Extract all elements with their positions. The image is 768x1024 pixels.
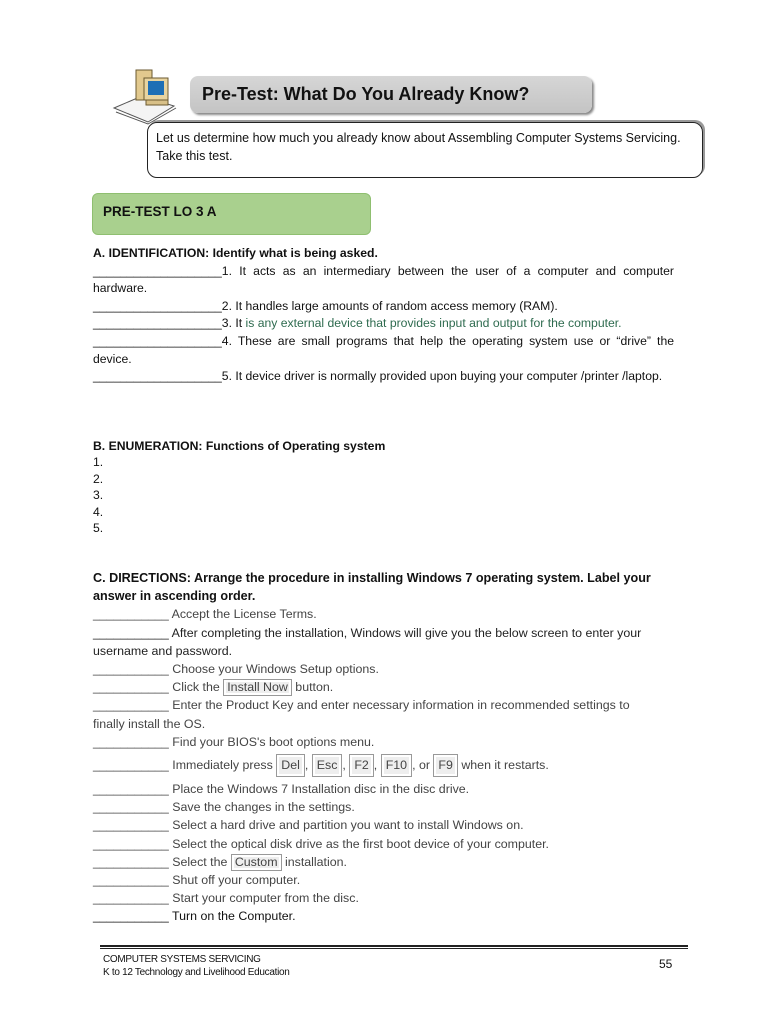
text: 2. [221, 298, 232, 313]
text: Turn on the Computer. [172, 909, 296, 924]
step-item [93, 605, 653, 623]
text: Click the [172, 680, 220, 695]
step-item [93, 733, 653, 751]
footer-program: K to 12 Technology and Livelihood Education [103, 967, 290, 978]
question-1 [93, 263, 674, 298]
text: ___________ [93, 818, 169, 833]
footer-course: COMPUTER SYSTEMS SERVICING [103, 954, 261, 965]
enum-item: 4. [93, 504, 104, 519]
step-item [93, 780, 653, 798]
text: Shut off your computer. [172, 873, 301, 888]
text: ___________ [93, 734, 169, 749]
text: Save the changes in the settings. [172, 800, 355, 815]
text: ___________ [93, 698, 169, 713]
text: 3. [221, 316, 232, 331]
text: ___________ [93, 836, 169, 851]
text: , [373, 758, 378, 773]
question-2 [93, 298, 674, 316]
text: These are small programs that help the operating system use or “drive” the device. [93, 333, 674, 366]
text: 1. [221, 263, 232, 278]
text: ___________ [93, 854, 169, 869]
section-b-heading: B. ENUMERATION: Functions of Operating system [93, 439, 386, 453]
section-enumeration [93, 438, 674, 536]
text: is any external device that provides input and output for the computer. [245, 316, 622, 331]
text: ___________________ [93, 369, 222, 384]
del-key: Del [276, 754, 305, 777]
f2-key: F2 [349, 754, 373, 777]
pretest-title-banner [190, 76, 592, 113]
text: After completing the installation, Windows will give you the below screen to enter your username and password. [93, 625, 642, 658]
text: when it restarts. [461, 758, 549, 773]
text: Choose your Windows Setup options. [172, 662, 379, 677]
text: Immediately press [172, 758, 273, 773]
step-item [93, 889, 653, 907]
step-item [93, 754, 653, 777]
text: Select the [172, 854, 228, 869]
text: ___________ [93, 758, 169, 773]
text: , [304, 758, 309, 773]
step-item [93, 835, 653, 853]
custom-key: Custom [231, 854, 282, 871]
section-c-heading: C. DIRECTIONS: Arrange the procedure in installing Windows 7 operating system. Label your answer in ascending order. [93, 571, 651, 604]
page-number: 55 [659, 957, 673, 971]
text: It handles large amounts of random access memory (RAM). [235, 298, 558, 313]
footer-divider [100, 945, 688, 949]
text: ___________________ [93, 263, 222, 278]
text: , [342, 758, 346, 773]
section-identification [93, 245, 674, 386]
text: ___________________ [93, 298, 222, 313]
step-item [93, 696, 653, 732]
text: Select the optical disk drive as the first boot device of your computer. [172, 836, 549, 851]
enum-item: 5. [93, 521, 104, 536]
text: ___________ [93, 891, 169, 906]
text: ___________________ [93, 316, 222, 331]
text: ___________ [93, 873, 169, 888]
f9-key: F9 [433, 754, 457, 777]
enum-item: 2. [93, 471, 104, 486]
text: Place the Windows 7 Installation disc in the disc drive. [172, 782, 470, 797]
text: Select a hard drive and partition you want to install Windows on. [172, 818, 524, 833]
enum-item: 3. [93, 488, 104, 503]
step-item [93, 853, 653, 871]
step-item [93, 871, 653, 889]
text: , or [412, 758, 430, 773]
text: ___________ [93, 909, 169, 924]
esc-key: Esc [312, 754, 343, 777]
text: 5. [221, 369, 232, 384]
text: ___________ [93, 662, 169, 677]
page-title: Pre-Test: What Do You Already Know? [202, 84, 530, 104]
text: Find your BIOS's boot options menu. [172, 734, 375, 749]
f10-key: F10 [381, 754, 412, 777]
text: button. [295, 680, 334, 695]
section-directions [93, 569, 653, 926]
question-3 [93, 315, 674, 333]
section-a-heading: A. IDENTIFICATION: Identify what is being asked. [93, 246, 378, 260]
enum-item: 1. [93, 455, 104, 470]
text: ___________ [93, 607, 169, 622]
install-now-key: Install Now [223, 679, 292, 696]
lo-label-box [92, 193, 371, 235]
text: It [235, 316, 243, 331]
intro-box: Let us determine how much you already know about Assembling Computer Systems Servicing. Take this test. [147, 122, 703, 178]
text: ___________ [93, 800, 169, 815]
text: ___________ [93, 782, 169, 797]
text: ___________________ [93, 333, 222, 348]
step-item [93, 907, 653, 925]
question-4 [93, 333, 674, 368]
text: Accept the License Terms. [171, 607, 317, 622]
text: ___________ [93, 625, 169, 640]
step-item [93, 816, 653, 834]
step-item [93, 798, 653, 816]
text: installation. [284, 854, 347, 869]
step-item [93, 624, 653, 660]
text: It device driver is normally provided upon buying your computer /printer /laptop. [235, 369, 663, 384]
text: ___________ [93, 680, 169, 695]
text: It acts as an intermediary between the user of a computer and computer hardware. [93, 263, 674, 296]
question-5 [93, 368, 674, 386]
step-item [93, 678, 653, 696]
computer-book-icon [112, 66, 192, 126]
lo-label: PRE-TEST LO 3 A [103, 204, 217, 219]
step-item [93, 660, 653, 678]
text: Enter the Product Key and enter necessary information in recommended settings to finally install the OS. [93, 698, 630, 731]
text: 4. [221, 333, 232, 348]
text: Start your computer from the disc. [172, 891, 359, 906]
